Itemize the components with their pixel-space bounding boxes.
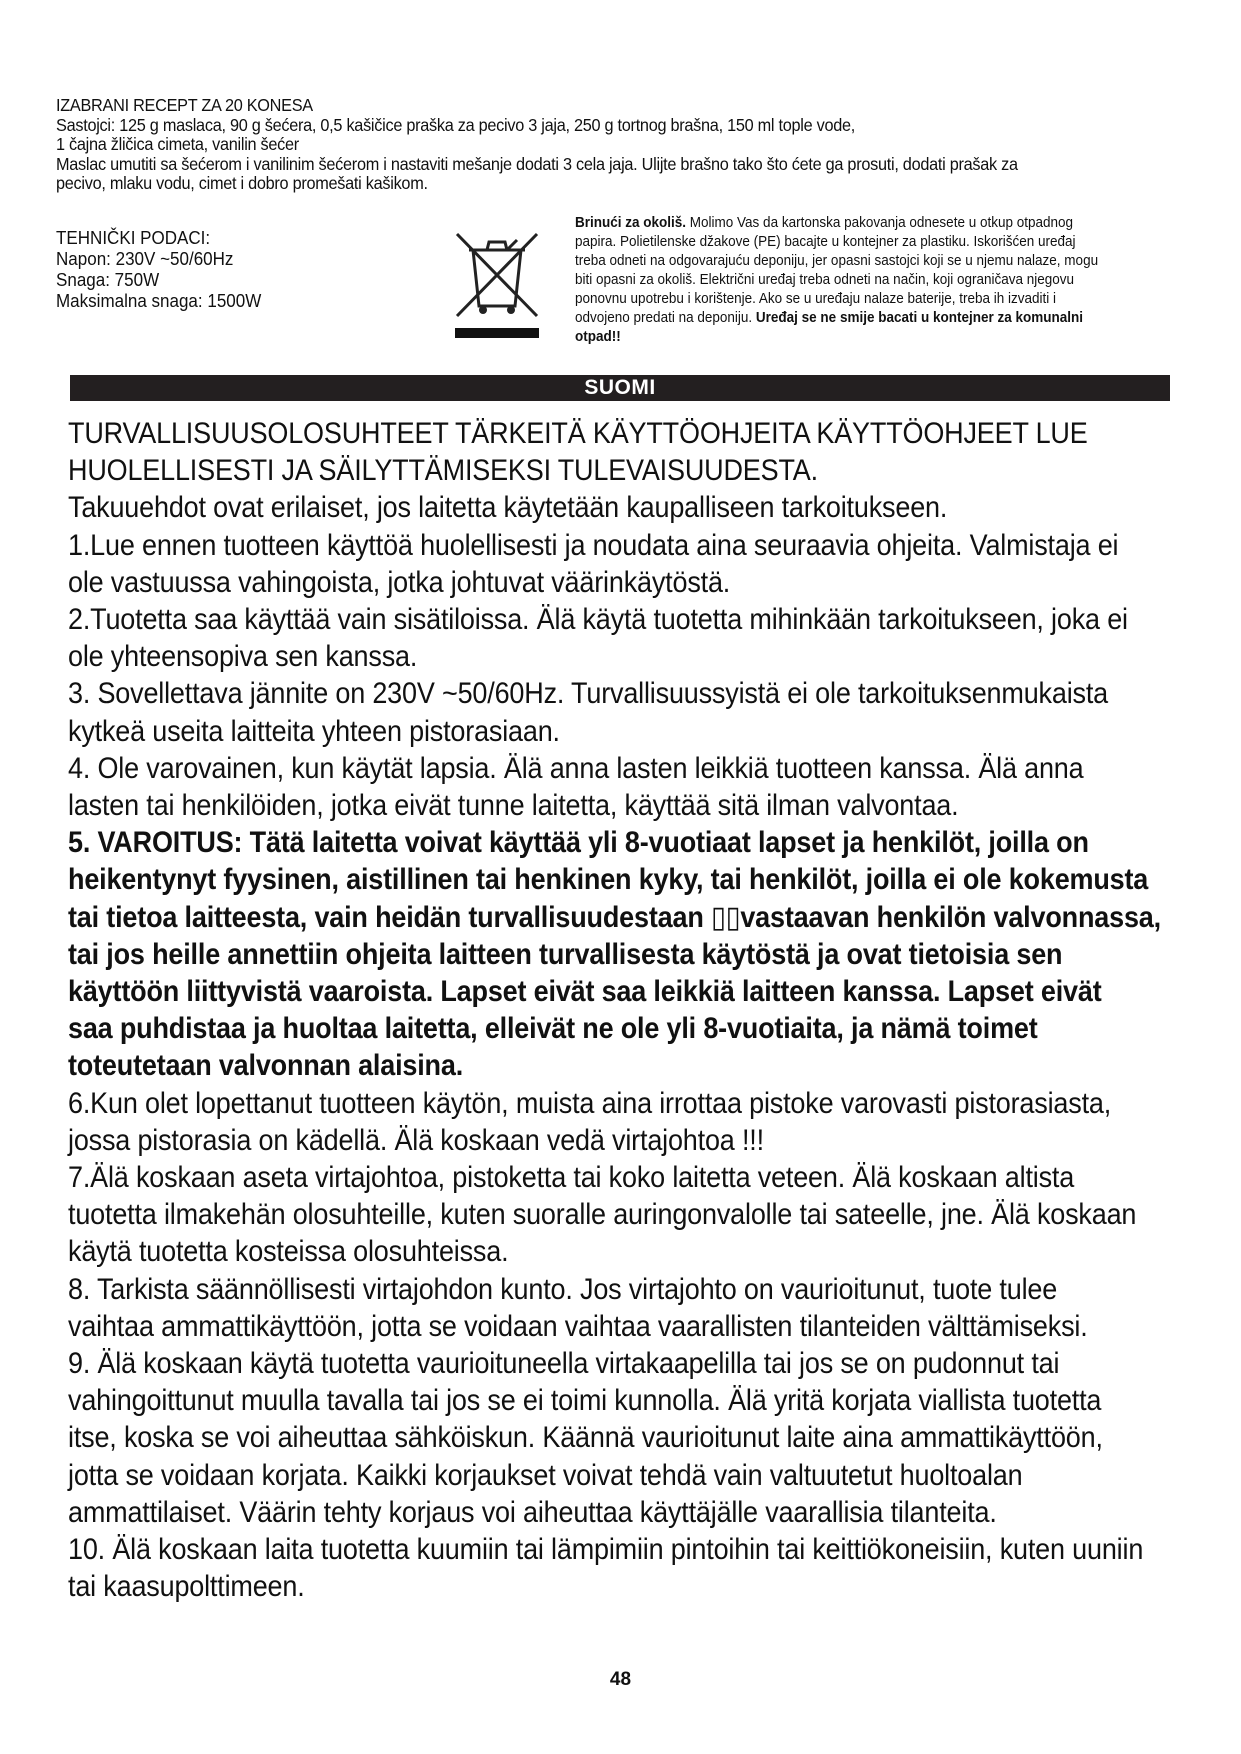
text-line: vahingoittunut muulla tavalla tai jos se ei toimi kunnolla. Älä yritä korjata viallista tuotetta <box>68 1384 1102 1418</box>
technical-data <box>56 227 261 311</box>
text-line: lasten tai henkilöiden, jotka eivät tunne laitetta, käyttää sitä ilman valvontaa. <box>68 789 959 823</box>
warning-line: heikentynyt fyysinen, aistillinen tai henkinen kyky, tai henkilöt, joilla ei ole kokemusta <box>68 863 1149 897</box>
text-line: 3. Sovellettava jännite on 230V ~50/60Hz. Turvallisuussyistä ei ole tarkoituksenmukaista <box>68 677 1109 711</box>
recipe-method-line: pecivo, mlaku vodu, cimet i dobro promešati kašikom. <box>56 173 428 193</box>
text-line: 8. Tarkista säännöllisesti virtajohdon kunto. Jos virtajohto on vaurioitunut, tuote tulee <box>68 1272 1058 1306</box>
warning-line: tai tietoa laitteesta, vain heidän turvallisuudestaan ▯▯vastaavan henkilön valvonnassa, <box>68 900 1161 934</box>
text-line: 7.Älä koskaan aseta virtajohtoa, pistoketta tai koko laitetta veteen. Älä koskaan altista <box>68 1161 1075 1195</box>
recipe-title: IZABRANI RECEPT ZA 20 KONESA <box>56 95 313 115</box>
text-line: Takuuehdot ovat erilaiset, jos laitetta käytetään kaupalliseen tarkoitukseen. <box>68 491 948 525</box>
text-line: itse, koska se voi aiheuttaa sähköiskun. Käännä vaurioitunut laite aina ammattikäyttöön, <box>68 1421 1103 1455</box>
text-line: 4. Ole varovainen, kun käytät lapsia. Älä anna lasten leikkiä tuotteen kanssa. Älä anna <box>68 751 1084 785</box>
tech-max-power: Maksimalna snaga: 1500W <box>56 290 262 311</box>
crossed-out-bin-icon <box>447 220 547 346</box>
text-line: jossa pistorasia on kädellä. Älä koskaan vedä virtajohtoa !!! <box>68 1123 764 1157</box>
heading-line: TURVALLISUUSOLOSUHTEET TÄRKEITÄ KÄYTTÖOHJEITA KÄYTTÖOHJEET LUE <box>68 417 1088 450</box>
text-line: ammattilaiset. Väärin tehty korjaus voi aiheuttaa käyttäjälle vaarallisia tilanteita. <box>68 1495 997 1529</box>
page-number: 48 <box>609 1669 632 1690</box>
text-line: 9. Älä koskaan käytä tuotetta vaurioituneella virtakaapelilla tai jos se on pudonnut tai <box>68 1347 1060 1381</box>
recipe-section <box>56 96 1107 194</box>
text-line: tai kaasupolttimeen. <box>68 1570 305 1604</box>
section-header-bar <box>70 375 1170 401</box>
text-line: tuotetta ilmakehän olosuhteille, kuten suoralle auringonvalolle tai sateelle, jne. Älä koskaan <box>68 1198 1137 1232</box>
heading-line: HUOLELLISESTI JA SÄILYTTÄMISEKSI TULEVAISUUDESTA. <box>68 454 818 488</box>
warning-line: käyttöön liittyvistä vaaroista. Lapset eivät saa leikkiä laitteen kanssa. Lapset eivät <box>68 975 1102 1009</box>
tech-voltage: Napon: 230V ~50/60Hz <box>56 248 234 269</box>
tech-title: TEHNIČKI PODACI: <box>56 227 211 248</box>
section-label: SUOMI <box>584 376 656 399</box>
text-line: 10. Älä koskaan laita tuotetta kuumiin tai lämpimiin pintoihin tai keittiökoneisiin, kuten uuniin <box>68 1533 1144 1567</box>
environment-heading: Brinući za okoliš. <box>575 214 687 231</box>
text-line: käytä tuotetta kosteissa olosuhteissa. <box>68 1235 509 1269</box>
text-line: 6.Kun olet lopettanut tuotteen käytön, muista aina irrottaa pistoke varovasti pistorasiasta, <box>68 1086 1112 1120</box>
main-instructions <box>68 415 1202 1606</box>
recipe-ingredients-line: 1 čajna žličica cimeta, vanilin šećer <box>56 134 299 154</box>
warning-line: toteutetaan valvonnan alaisina. <box>68 1049 464 1083</box>
text-line: vaihtaa ammattikäyttöön, jotta se voidaan vaihtaa vaarallisten tilanteiden välttämiseksi. <box>68 1309 1088 1343</box>
text-line: 2.Tuotetta saa käyttää vain sisätiloissa. Älä käytä tuotetta mihinkään tarkoitukseen, joka ei <box>68 603 1128 637</box>
recipe-ingredients-line: Sastojci: 125 g maslaca, 90 g šećera, 0,5 kašičice praška za pecivo 3 jaja, 250 g tortnog brašna, 150 ml tople vode, <box>56 114 856 135</box>
text-line: jotta se voidaan korjata. Kaikki korjaukset voivat tehdä vain valtuutetut huoltoalan <box>68 1458 1023 1492</box>
warning-line: tai jos heille annettiin ohjeita laitteen turvallisesta käytöstä ja ovat tietoisia sen <box>68 937 1063 971</box>
warning-line: saa puhdistaa ja huoltaa laitetta, elleivät ne ole yli 8-vuotiaita, ja nämä toimet <box>68 1012 1038 1046</box>
text-line: ole vastuussa vahingoista, jotka johtuvat väärinkäytöstä. <box>68 565 731 599</box>
text-line: kytkeä useita laitteita yhteen pistorasiaan. <box>68 714 560 748</box>
text-line: 1.Lue ennen tuotteen käyttöä huolellisesti ja noudata aina seuraavia ohjeita. Valmistaja ei <box>68 528 1119 562</box>
tech-power: Snaga: 750W <box>56 269 160 290</box>
warning-line: 5. VAROITUS: Tätä laitetta voivat käyttää yli 8-vuotiaat lapset ja henkilöt, joilla on <box>68 826 1089 860</box>
recipe-method-line: Maslac umutiti sa šećerom i vanilinim šećerom i nastaviti mešanje dodati 3 cela jaja. Ulijte brašno tako što ćete ga prosuti, dodati prašak za <box>56 153 1018 174</box>
text-line: ole yhteensopiva sen kanssa. <box>68 640 418 674</box>
environment-notice: Brinući za okoliš. Molimo Vas da kartonska pakovanja odnesete u otkup otpadnog papira. Polietilenske džakove (PE) bacajte u kontejner za plastiku. Iskorišćen uređaj treba odneti na odgovarajuću deponiju, jer opasni sastojci koji se u njemu nalaze, mogu biti opasni za okoliš. Električni uređaj treba odneti na način, koji ograničava njegovu ponovnu upotrebu i korištenje. Ako se u uređaju nalaze baterije, treba ih izvaditi i odvojeno predati na deponiju. Uređaj se ne smije bacati u kontejner za komunalni otpad!! <box>575 214 1099 345</box>
